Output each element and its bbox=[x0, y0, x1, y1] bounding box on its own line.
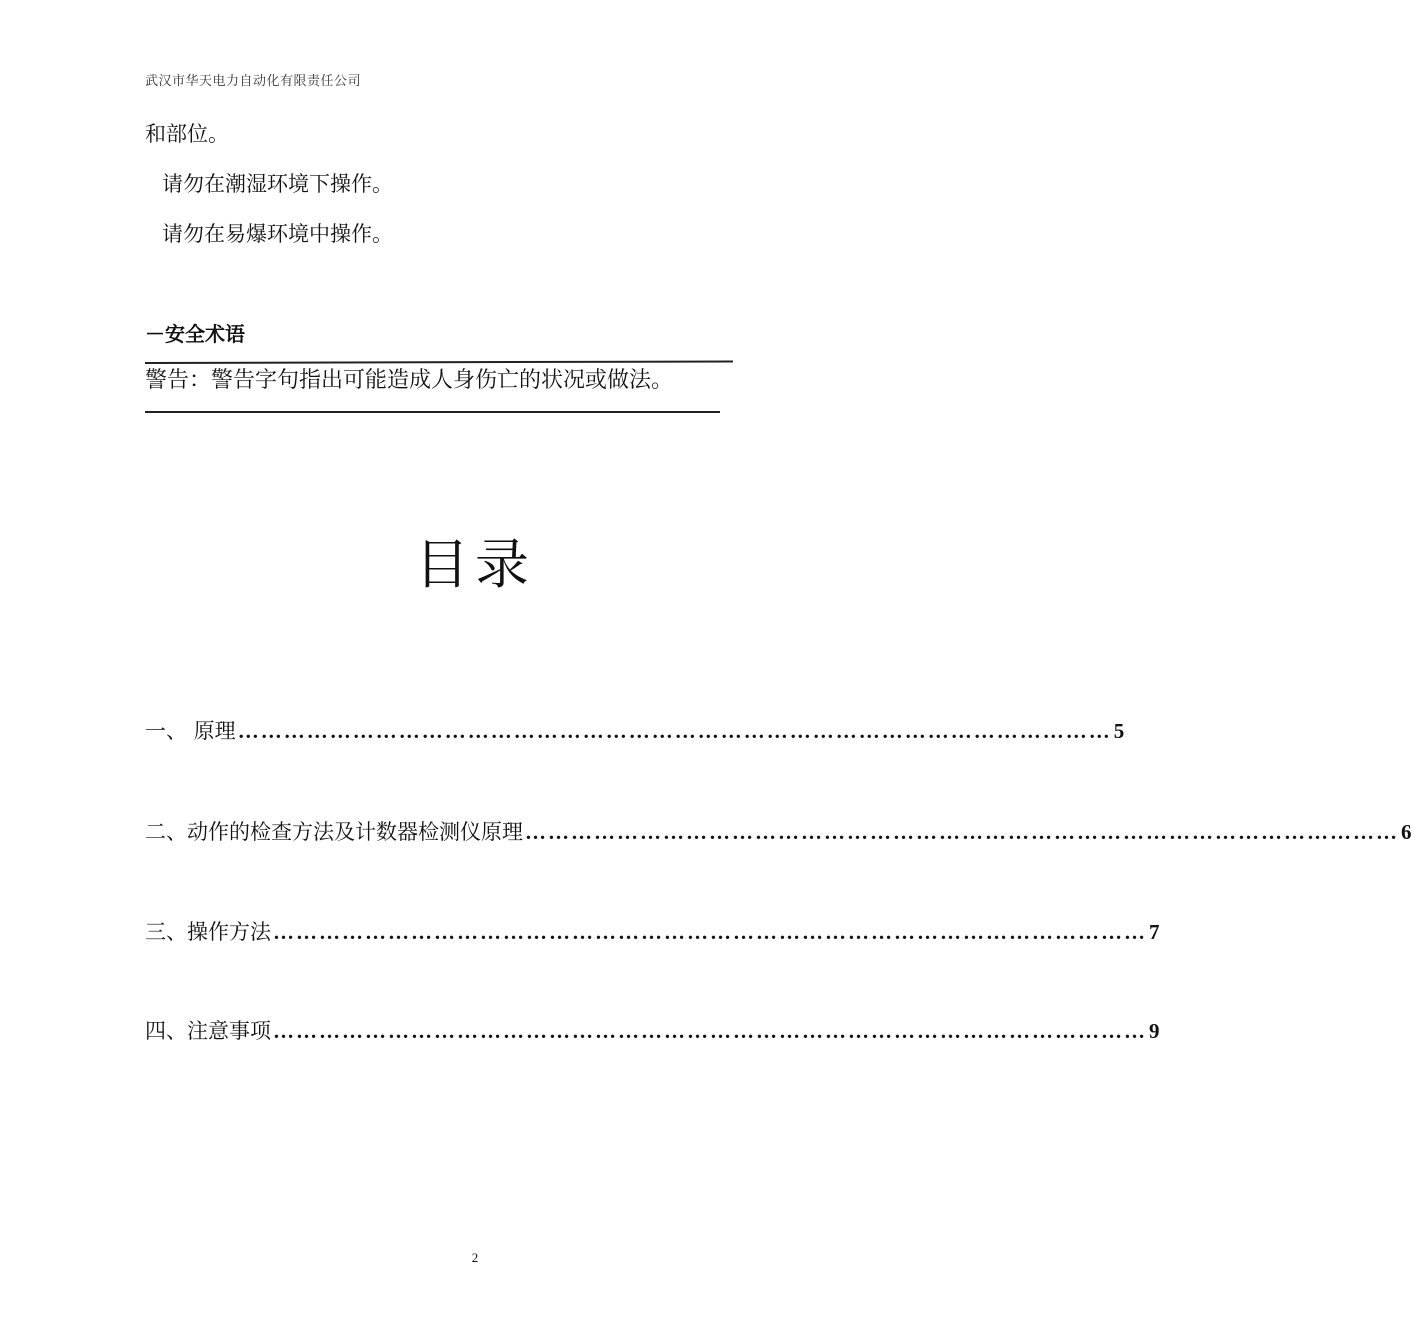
body-text-line: 请勿在潮湿环境下操作。 bbox=[162, 172, 393, 196]
toc-title: 目录 bbox=[415, 533, 535, 596]
toc-entry-page: 5 bbox=[1113, 719, 1125, 743]
body-text-line: 和部位。 bbox=[145, 122, 229, 146]
toc-entry-label: 四、注意事项 bbox=[145, 1019, 271, 1043]
toc-leader-dots: …………………………………………………………………………………………………… bbox=[237, 719, 1112, 743]
page-header-company: 武汉市华天电力自动化有限责任公司 bbox=[145, 74, 362, 89]
safety-terms-heading: －安全术语 bbox=[145, 322, 245, 346]
warning-top-rule bbox=[145, 360, 733, 364]
warning-bottom-rule bbox=[145, 411, 720, 413]
toc-entry-page: 7 bbox=[1149, 920, 1160, 944]
toc-entry[interactable] bbox=[145, 714, 1125, 748]
page-number: 2 bbox=[471, 1250, 479, 1265]
toc-entry-label: 二、动作的检查方法及计数器检测仪原理 bbox=[145, 820, 523, 844]
toc-leader-dots: …………………………………………………………………………………………………… bbox=[525, 820, 1399, 844]
toc-entry-page: 6 bbox=[1401, 820, 1412, 844]
body-text-line: 请勿在易爆环境中操作。 bbox=[162, 222, 393, 246]
toc-entry-label: 三、操作方法 bbox=[145, 920, 271, 944]
toc-entry[interactable] bbox=[145, 915, 1160, 949]
toc-entry[interactable] bbox=[145, 1014, 1160, 1048]
toc-leader-dots: …………………………………………………………………………………………………… bbox=[273, 920, 1147, 944]
toc-leader-dots: …………………………………………………………………………………………………… bbox=[273, 1019, 1147, 1043]
toc-entry[interactable] bbox=[145, 815, 1412, 849]
toc-entry-page: 9 bbox=[1149, 1019, 1160, 1043]
warning-text: 警告：警告字句指出可能造成人身伤亡的状况或做法。 bbox=[145, 368, 674, 393]
toc-entry-label: 一、 原理 bbox=[145, 719, 236, 743]
